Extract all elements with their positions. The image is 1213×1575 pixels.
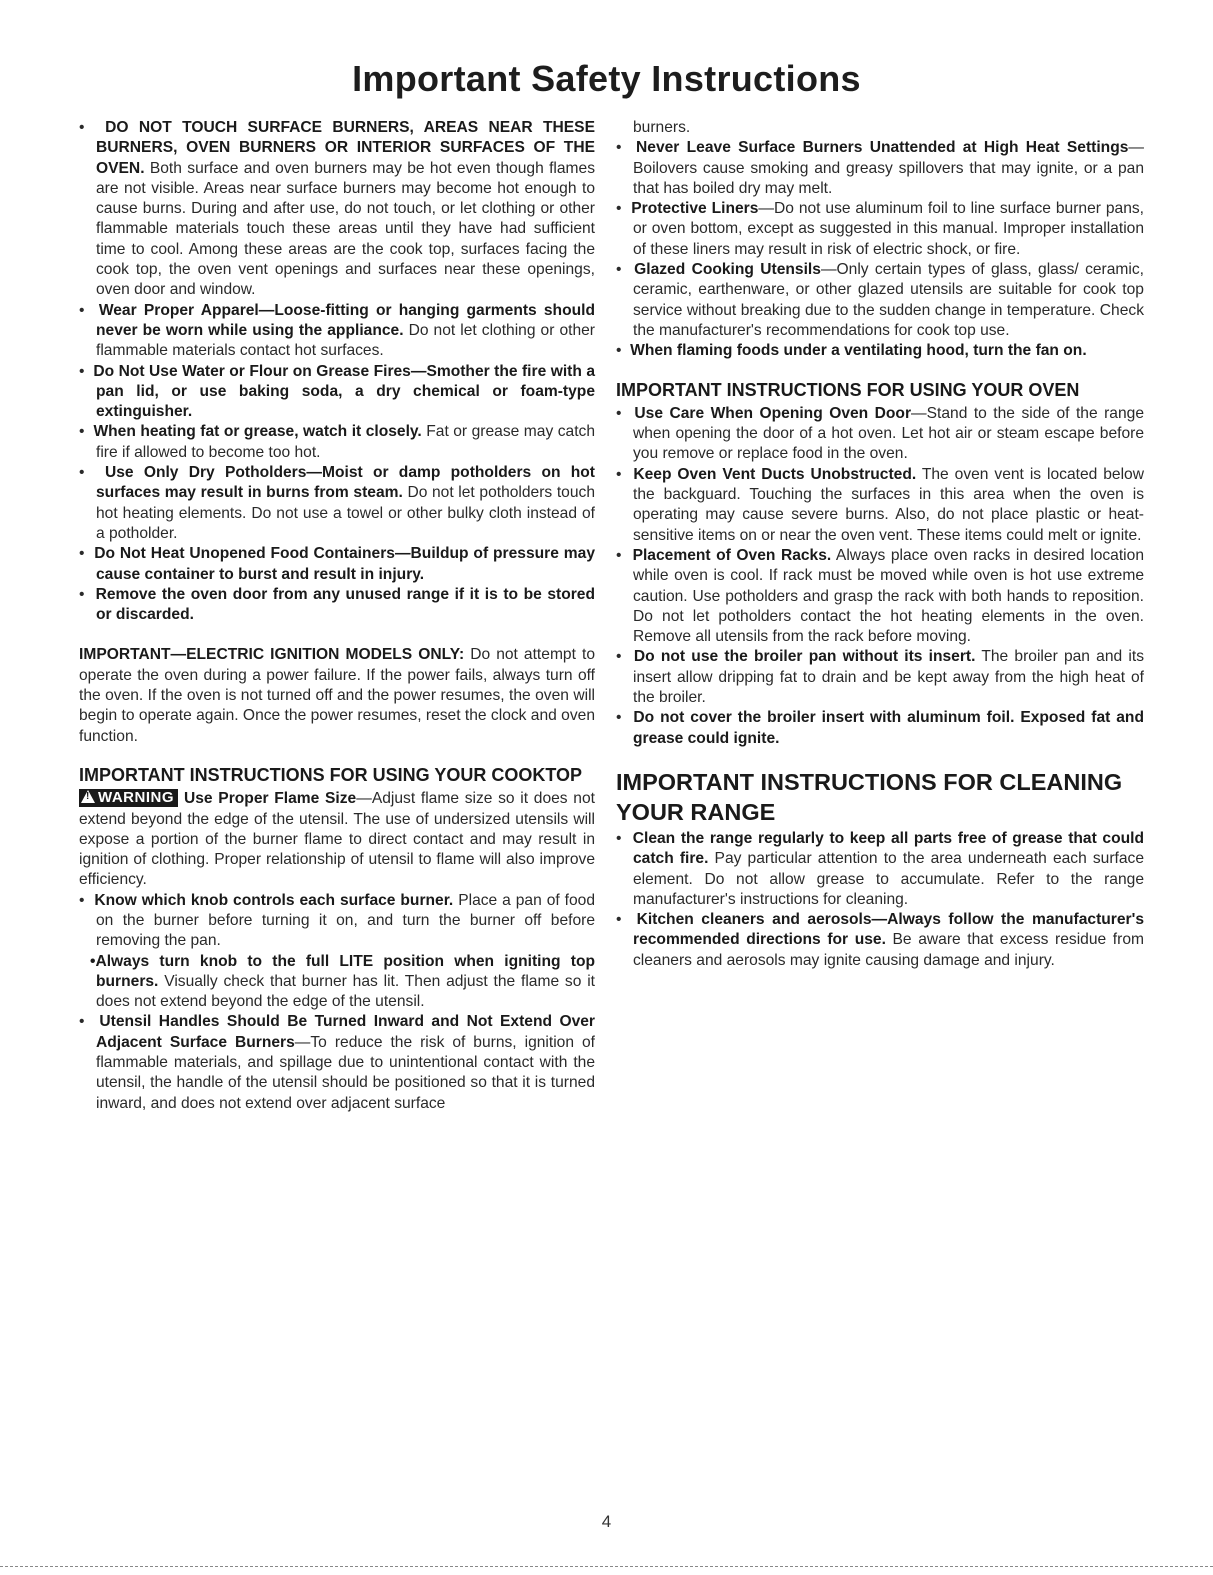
cleaning-heading: IMPORTANT INSTRUCTIONS FOR CLEANING YOUR RANGE	[616, 768, 1123, 825]
list-item: • Never Leave Surface Burners Unattended at High Heat Settings—Boilovers cause smoking and greasy spillovers that may ignite, or a pan that has boiled dry may melt.	[616, 139, 1144, 197]
list-item: • Clean the range regularly to keep all parts free of grease that could catch fire. Pay particular attention to the area underneath each surface element. Do not allow grease to accumulate. Refer to the range manufacturer's instructions for cleaning.	[616, 829, 1144, 908]
list-item: • Use Care When Opening Oven Door—Stand to the side of the range when opening the door of a hot oven. Let hot air or steam escape before you remove or replace food in the oven.	[616, 404, 1144, 463]
list-item: • Keep Oven Vent Ducts Unobstructed. The oven vent is located below the backguard. Touching the surfaces in this area when the oven is operating may cause severe burns. Also, do not place plastic or heat-sensitive items on or near the oven vent. These items could melt or ignite.	[616, 465, 1144, 544]
list-item: • Glazed Cooking Utensils—Only certain types of glass, glass/ ceramic, ceramic, earthenware, or other glazed utensils are suitable for cook top service without breaking due to the sudden change in temperature. Check the manufacturer's recommendations for cook top use.	[616, 261, 1145, 339]
list-item: • Do Not Use Water or Flour on Grease Fires—Smother the fire with a pan lid, or use baking soda, a dry chemical or foam-type extinguisher.	[79, 362, 595, 421]
list-item: • Do not use the broiler pan without its insert. The broiler pan and its insert allow dripping fat to drain and be kept away from the high heat of the broiler.	[616, 648, 1144, 707]
cooktop-heading: IMPORTANT INSTRUCTIONS FOR USING YOUR COOKTOP	[79, 764, 583, 785]
list-item: • Know which knob controls each surface burner. Place a pan of food on the burner before turning it on, and turn the burner off before removing the pan.	[79, 891, 596, 950]
list-item: • Kitchen cleaners and aerosols—Always follow the manufacturer's recommended directions for use. Be aware that excess residue from cleaners and aerosols may ignite causing damage and injury.	[616, 911, 1144, 969]
electric-ignition-note: IMPORTANT—ELECTRIC IGNITION MODELS ONLY: Do not attempt to operate the oven during a power failure. If the power fails, always turn off the oven. If the oven is not turned off and the power resumes, the oven will begin to operate again. Once the power resumes, reset the clock and oven function.	[79, 646, 595, 745]
list-item: • DO NOT TOUCH SURFACE BURNERS, AREAS NEAR THESE BURNERS, OVEN BURNERS OR INTERIOR SURFACES OF THE OVEN. Both surface and oven burners may be hot even though flames are not visible. Areas near surface burners may become hot enough to cause burns. During and after use, do not touch, or let clothing or other flammable materials touch these areas until they have had sufficient time to cool. Among these areas are the cook top, surfaces facing the cook top, the oven vent openings and surfaces near these openings, oven door and window.	[79, 119, 595, 299]
list-item: •Always turn knob to the full LITE position when igniting top burners. Visually check that burner has lit. Then adjust the flame so it does not extend beyond the edge of the utensil.	[90, 952, 595, 1011]
bottom-divider	[0, 1566, 1213, 1568]
warning-badge: !WARNING	[79, 789, 178, 807]
list-item: • Utensil Handles Should Be Turned Inward and Not Extend Over Adjacent Surface Burners—To reduce the risk of burns, ignition of flammable materials, and spillage due to unintentional contact with the utensil, the handle of the utensil should be positioned so that it is turned inward, and does not extend over adjacent surface	[79, 1013, 595, 1112]
list-item: • Protective Liners—Do not use aluminum foil to line surface burner pans, or oven bottom, except as suggested in this manual. Improper installation of these liners may result in risk of electric shock, or fire.	[616, 200, 1144, 258]
oven-heading: IMPORTANT INSTRUCTIONS FOR USING YOUR OVEN	[616, 379, 1080, 400]
list-item: • Wear Proper Apparel—Loose-fitting or hanging garments should never be worn while using the appliance. Do not let clothing or other flammable materials contact hot surfaces.	[79, 301, 596, 360]
page-number: 4	[601, 1512, 612, 1531]
list-item: • Do not cover the broiler insert with aluminum foil. Exposed fat and grease could ignite.	[616, 709, 1144, 747]
warning-paragraph: !WARNING Use Proper Flame Size—Adjust flame size so it does not extend beyond the edge of the utensil. The use of undersized utensils will expose a portion of the burner flame to direct contact and may result in ignition of clothing. Proper relationship of utensil to flame will also improve efficiency.	[79, 789, 595, 890]
warning-triangle-icon	[81, 790, 95, 803]
list-item: • When heating fat or grease, watch it closely. Fat or grease may catch fire if allowed to become too hot.	[79, 423, 595, 461]
list-item: • When flaming foods under a ventilating hood, turn the fan on.	[616, 342, 1087, 360]
list-item: • Use Only Dry Potholders—Moist or damp potholders on hot surfaces may result in burns from steam. Do not let potholders touch hot heating elements. Do not use a towel or other bulky cloth instead of a potholder.	[79, 464, 595, 542]
list-item: • Remove the oven door from any unused range if it is to be stored or discarded.	[79, 585, 596, 624]
page-title: Important Safety Instructions	[352, 58, 861, 99]
left-column	[79, 118, 595, 1114]
list-item: • Do Not Heat Unopened Food Containers—Buildup of pressure may cause container to burst and result in injury.	[79, 545, 595, 583]
list-item: • Placement of Oven Racks. Always place oven racks in desired location while oven is cool. If rack must be moved while oven is hot use extreme caution. Use potholders and grasp the rack with both hands to reposition. Do not let potholders contact the hot heating elements in the oven. Remove all utensils from the rack before moving.	[616, 546, 1144, 646]
continued-text: burners.	[633, 119, 691, 136]
right-column	[616, 118, 1144, 971]
